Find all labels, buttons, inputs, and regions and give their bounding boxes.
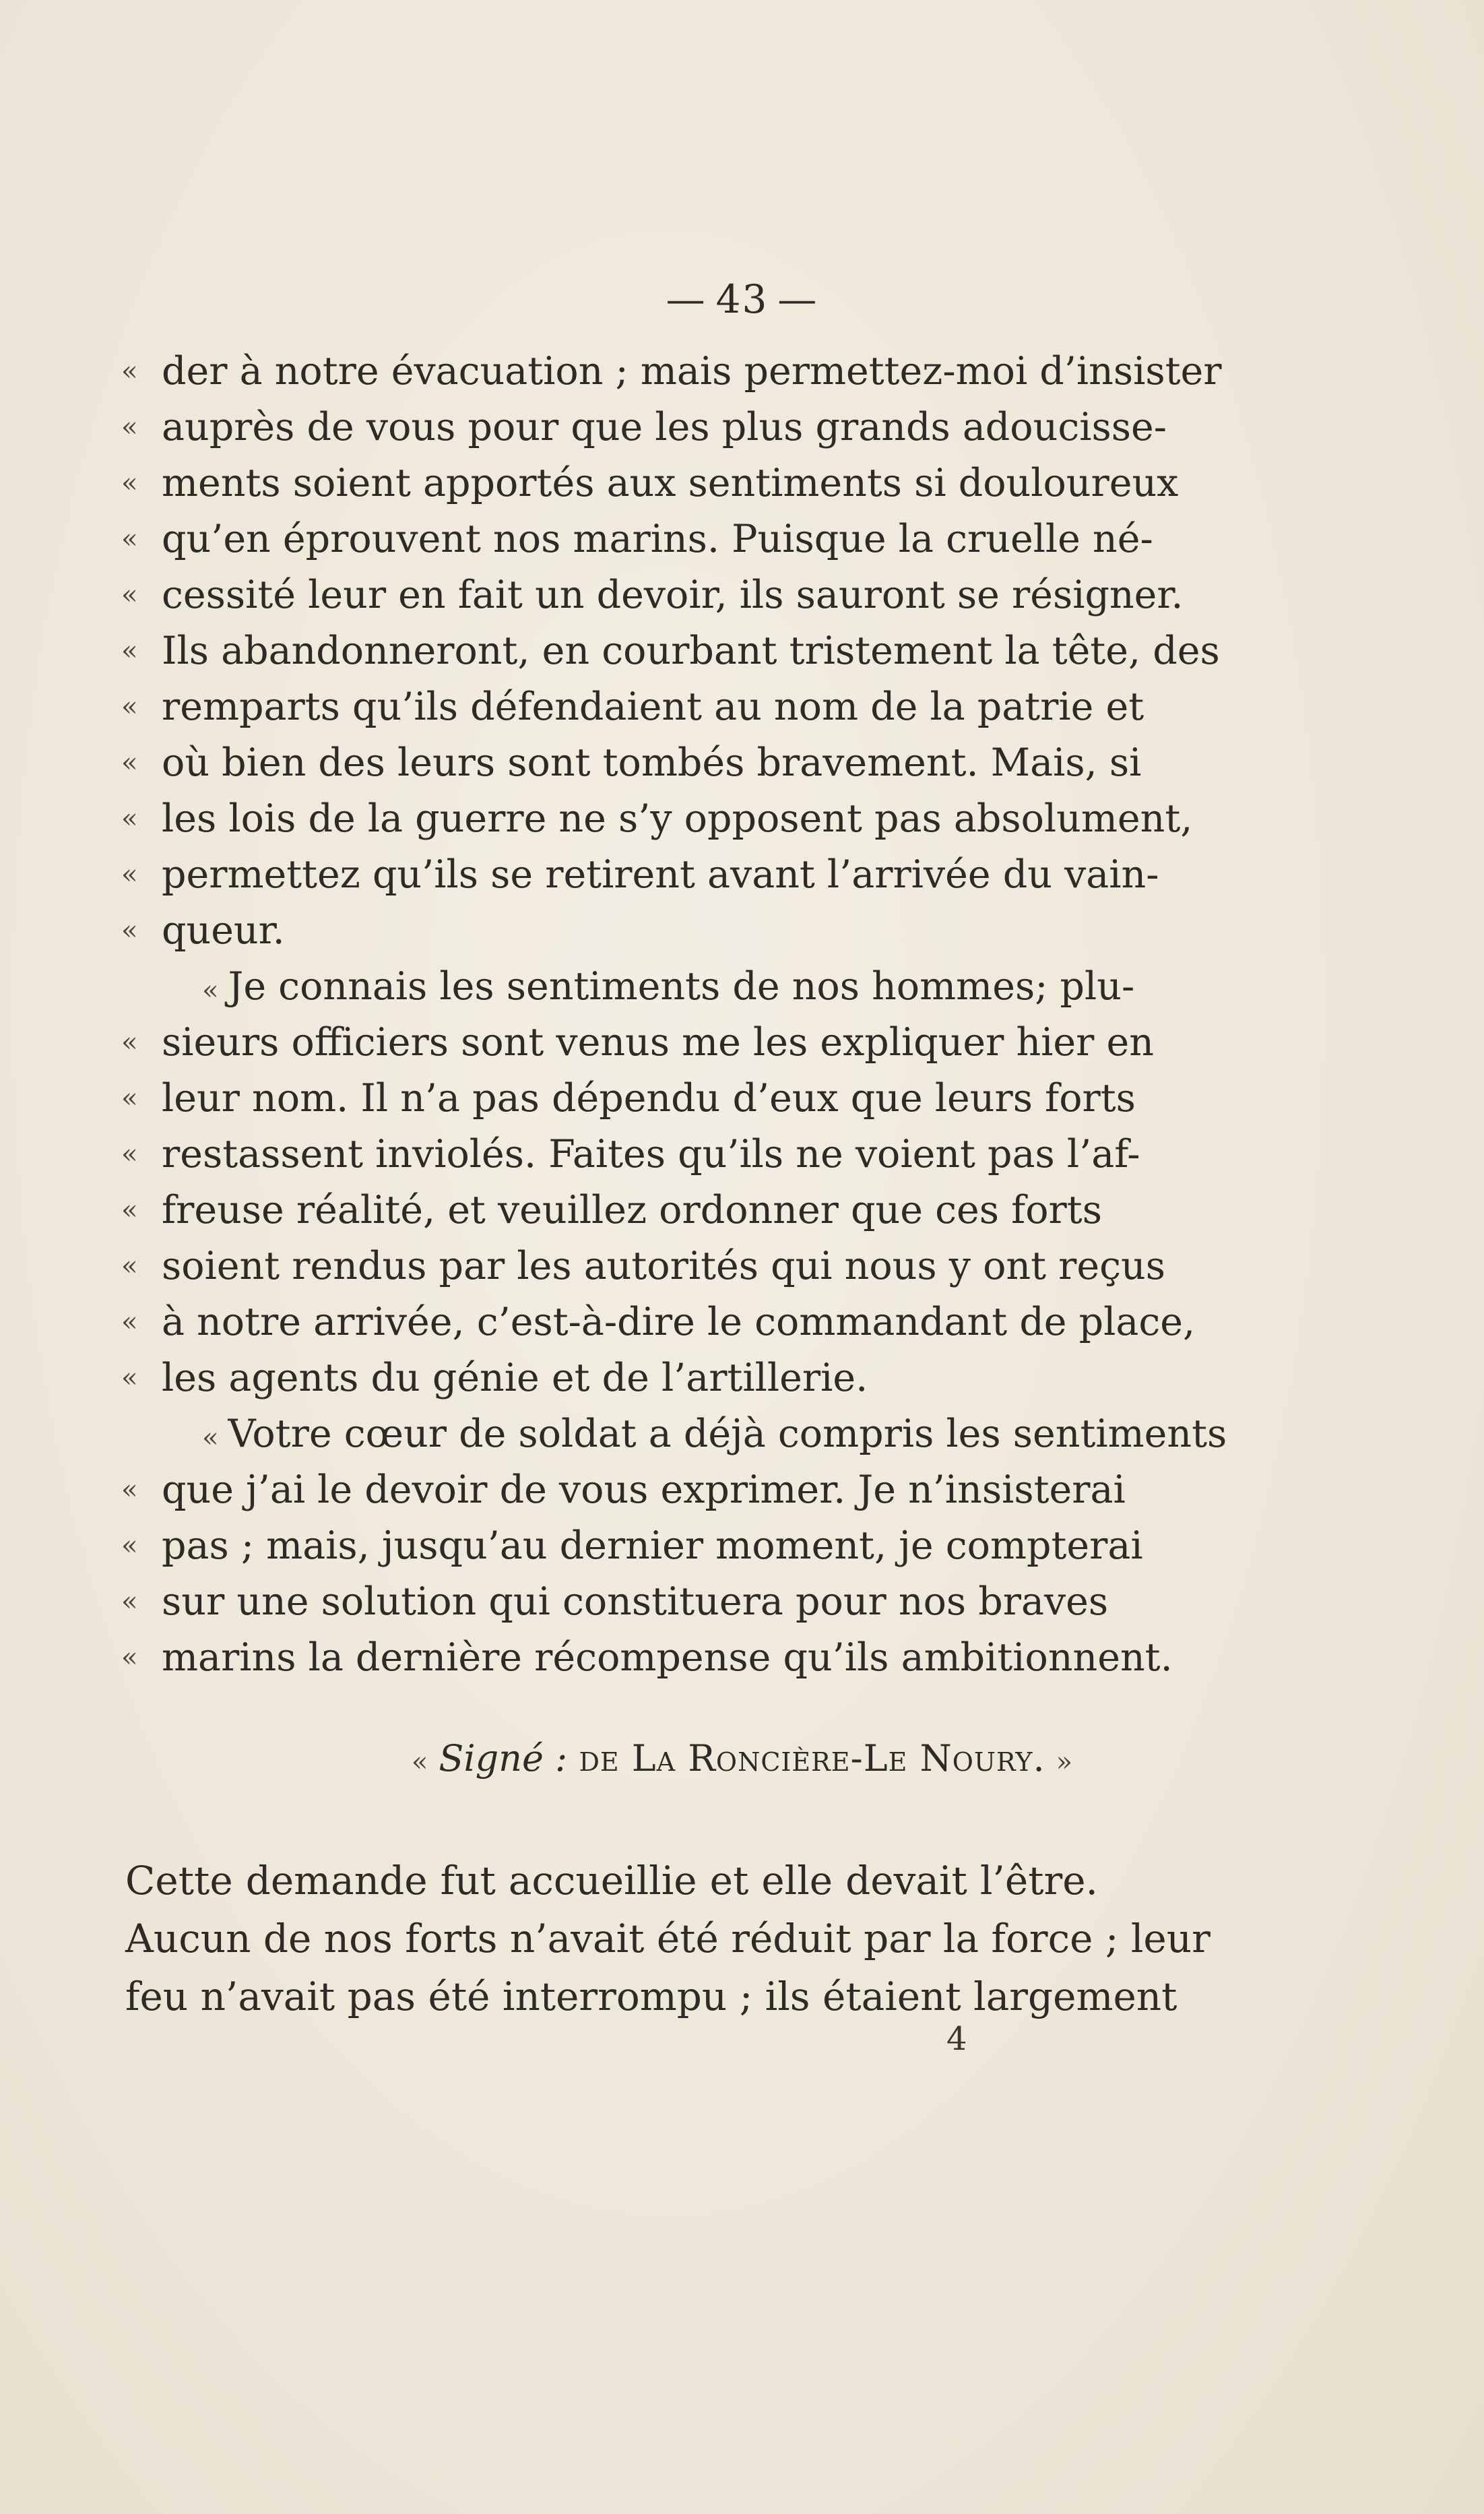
quote-mark: « (121, 1474, 138, 1505)
quote-mark: « (121, 1307, 138, 1338)
quote-mark: « (121, 635, 138, 666)
line-text: Votre cœur de soldat a déjà compris les sentiments (228, 1412, 1227, 1456)
quote-mark: « (202, 1422, 219, 1453)
line-text: où bien des leurs sont tombés bravement. Mais, si (162, 741, 1142, 785)
line-text: à notre arrivée, c’est-à-dire le commandant de place, (162, 1300, 1196, 1344)
quote-mark: « (121, 691, 138, 722)
line-text: les lois de la guerre ne s’y opposent pas absolument, (162, 796, 1193, 841)
printer-signature-mark: 4 (946, 2020, 967, 2058)
page-number-value: 43 (715, 276, 769, 322)
quote-mark: « (121, 1027, 138, 1058)
quote-mark: « (121, 579, 138, 610)
line-text: les agents du génie et de l’artillerie. (162, 1356, 868, 1400)
quote-mark: « (121, 915, 138, 946)
text-line (121, 847, 1159, 903)
quote-mark: « (121, 1530, 138, 1561)
quoted-letter-text (121, 344, 1227, 1686)
signature-close-quote: » (1056, 1747, 1073, 1778)
text-line (162, 1406, 1227, 1462)
quote-mark: « (121, 747, 138, 778)
signature-line (0, 1728, 1484, 1792)
text-line (121, 344, 1222, 400)
text-line (121, 735, 1142, 791)
text-line (121, 1294, 1196, 1350)
text-line (121, 567, 1184, 623)
line-text: sur une solution qui constituera pour nos braves (162, 1579, 1109, 1624)
line-text: soient rendus par les autorités qui nous y ont reçus (162, 1244, 1165, 1288)
quote-mark: « (121, 1586, 138, 1617)
line-text: auprès de vous pour que les plus grands adoucisse- (162, 405, 1167, 449)
text-line (125, 1910, 1211, 1968)
line-text: cessité leur en fait un devoir, ils sauront se résigner. (162, 573, 1184, 617)
line-text: qu’en éprouvent nos marins. Puisque la cruelle né- (162, 517, 1153, 561)
quote-mark: « (202, 975, 219, 1006)
quote-mark: « (121, 1362, 138, 1393)
text-line (121, 1518, 1143, 1574)
quote-mark: « (121, 524, 138, 555)
quote-mark: « (121, 1083, 138, 1114)
line-text: Je connais les sentiments de nos hommes; plu- (228, 964, 1135, 1009)
signatory-name: de La Roncière-Le Noury. (579, 1737, 1045, 1780)
line-text: queur. (162, 908, 285, 953)
text-line (125, 1852, 1098, 1910)
line-text: Aucun de nos forts n’avait été réduit par la force ; leur (125, 1916, 1211, 1961)
text-line (121, 791, 1193, 847)
text-line (121, 679, 1144, 735)
text-line (121, 1630, 1173, 1686)
text-line (162, 959, 1135, 1015)
text-line (121, 1127, 1140, 1183)
line-text: restassent inviolés. Faites qu’ils ne voient pas l’af- (162, 1132, 1140, 1176)
text-line (121, 1462, 1126, 1518)
line-text: leur nom. Il n’a pas dépendu d’eux que leurs forts (162, 1076, 1136, 1121)
quote-mark: « (121, 859, 138, 890)
quote-mark: « (121, 412, 138, 443)
text-line (121, 623, 1220, 679)
line-text: der à notre évacuation ; mais permettez-moi d’insister (162, 349, 1222, 394)
text-line (121, 400, 1167, 455)
line-text: permettez qu’ils se retirent avant l’arrivée du vain- (162, 852, 1159, 897)
line-text: que j’ai le devoir de vous exprimer. Je n’insisterai (162, 1468, 1126, 1512)
text-line (121, 511, 1153, 567)
quote-mark: « (121, 1642, 138, 1673)
quote-mark: « (121, 1139, 138, 1170)
line-text: feu n’avait pas été interrompu ; ils étaient largement (125, 1974, 1177, 2019)
signature-open-quote: « (411, 1747, 428, 1778)
body-paragraph (125, 1852, 1211, 2025)
line-text: remparts qu’ils défendaient au nom de la patrie et (162, 685, 1144, 729)
text-line (121, 903, 1098, 959)
quote-mark: « (121, 803, 138, 834)
quote-mark: « (121, 1251, 138, 1282)
quote-mark: « (121, 1195, 138, 1226)
line-text: pas ; mais, jusqu’au dernier moment, je compterai (162, 1523, 1143, 1568)
text-line (121, 1015, 1154, 1071)
quote-mark: « (121, 468, 138, 499)
quote-mark: « (121, 356, 138, 387)
line-text: Cette demande fut accueillie et elle devait l’être. (125, 1858, 1098, 1904)
text-line (121, 1238, 1165, 1294)
text-line (121, 1350, 1098, 1406)
line-text: Ils abandonneront, en courbant tristement la tête, des (162, 629, 1220, 673)
line-text: sieurs officiers sont venus me les expliquer hier en (162, 1020, 1154, 1065)
line-text: ments soient apportés aux sentiments si douloureux (162, 461, 1179, 505)
text-line (125, 1968, 1177, 2025)
signed-label: Signé : (439, 1737, 568, 1780)
text-line (121, 455, 1179, 511)
page-number: — 43 — (666, 276, 818, 322)
text-line (121, 1183, 1102, 1238)
text-line (121, 1071, 1136, 1127)
text-line (121, 1574, 1109, 1630)
line-text: marins la dernière récompense qu’ils ambitionnent. (162, 1635, 1173, 1680)
line-text: freuse réalité, et veuillez ordonner que ces forts (162, 1188, 1102, 1232)
